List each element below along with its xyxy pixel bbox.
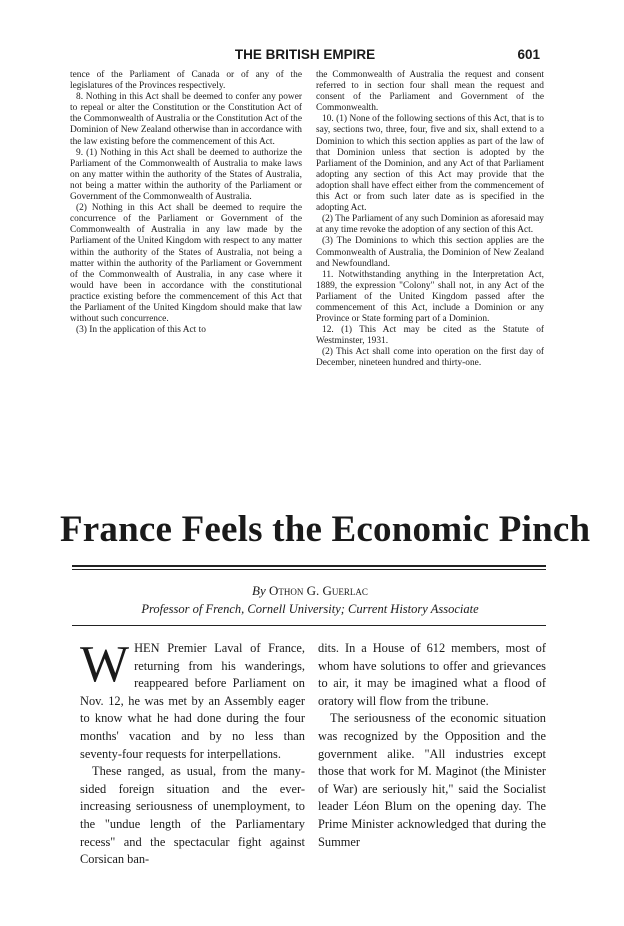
statute-paragraph: 10. (1) None of the following sections of this Act, that is to say, sections two, three, four, five and six, shall extend to a Dominion to which this section applies as part of the law of that Dominion unless that section is adopted by the Parliament of the Dominion, and any Act of that Parliament adopting any section of this Act may provide that the adoption shall have effect either from the commencement of this Act or from such later date as is specified in the adopting Act. bbox=[316, 114, 544, 214]
statute-paragraph: 9. (1) Nothing in this Act shall be deemed to authorize the Parliament of the Commonwealth of Australia to make laws on any matter within the authority of the States of Australia, not being a matter within the authority of the Parliament or Government of the Commonwealth of Australia. bbox=[70, 147, 302, 203]
statute-paragraph: tence of the Parliament of Canada or of any of the legislatures of the Provinces respectively. bbox=[70, 70, 302, 92]
article-title: France Feels the Economic Pinch bbox=[60, 509, 591, 550]
author-affiliation: Professor of French, Cornell University; Current History Associate bbox=[141, 602, 479, 616]
statute-paragraph: (3) In the application of this Act to bbox=[76, 325, 206, 336]
statute-paragraph: (3) The Dominions to which this section applies are the Commonwealth of Australia, the Dominion of New Zealand and Newfoundland. bbox=[316, 236, 544, 269]
running-header bbox=[70, 47, 540, 65]
article-paragraph: The seriousness of the economic situation was recognized by the Opposition and the government alike. "All industries except those that work for M. Maginot (the Minister of War) are seriously hit," said the Socialist leader Léon Blum on the opening day. The Prime Minister acknowledged that during the Summer bbox=[318, 711, 546, 849]
title-rule-top bbox=[72, 565, 546, 567]
byline-rule bbox=[72, 625, 546, 626]
article-paragraph-text: HEN Premier Laval of France, returning from his wanderings, reappeared before Parliament on Nov. 12, he was met by an Assembly eager to know what he had done during the four months' vacation and by no less than seventy-four requests for interpellations. bbox=[80, 641, 305, 761]
statute-paragraph: 8. Nothing in this Act shall be deemed to confer any power to repeal or alter the Constitution or the Constitution Act of the Commonwealth of Australia or the Constitution Act of the Dominion of New Zealand otherwise than in accordance with the law existing before the commencement of this Act. bbox=[70, 92, 302, 147]
article-paragraph: dits. In a House of 612 members, most of whom have solutions to offer and grievances to air, it may be imagined what a flood of oratory will flow from the tribune. bbox=[318, 641, 546, 708]
statute-left-column bbox=[70, 70, 302, 336]
article-left-column bbox=[80, 636, 305, 869]
drop-cap: W bbox=[80, 636, 130, 693]
statute-paragraph: the Commonwealth of Australia the request and consent referred to in section four shall mean the request and consent of the Parliament and Government of the Commonwealth. bbox=[316, 70, 544, 114]
statute-paragraph: (2) Nothing in this Act shall be deemed to require the concurrence of the Parliament or Government of the Commonwealth of Australia in any law made by the Parliament of the United Kingdom with respect to any matter within the authority of the States of Australia, not being a matter within the authority of the Parliament or Government of the Commonwealth of Australia, in any case where it would have been in accordance with the constitutional practice existing before the commencement of this Act that the Parliament of the United Kingdom should make that law without such concurrence. bbox=[70, 203, 302, 325]
article-paragraph: These ranged, as usual, from the many-sided foreign situation and the ever-increasing seriousness of unemployment, to the "undue length of the Parliamentary recess" and the spectacular fight against Corsican ban- bbox=[80, 764, 305, 867]
article-right-column bbox=[318, 640, 546, 851]
statute-paragraph: 12. (1) This Act may be cited as the Statute of Westminster, 1931. bbox=[316, 325, 544, 347]
statute-paragraph: 11. Notwithstanding anything in the Interpretation Act, 1889, the expression "Colony" shall not, in any Act of the Parliament of the United Kingdom passed after the commencement of this Act, include a Dominion or any Province or State forming part of a Dominion. bbox=[316, 269, 544, 325]
byline bbox=[70, 583, 550, 599]
title-rule-bottom bbox=[72, 569, 546, 570]
article-paragraph bbox=[80, 636, 305, 763]
running-header-title: THE BRITISH EMPIRE bbox=[234, 47, 376, 62]
statute-right-column bbox=[316, 70, 544, 370]
statute-paragraph: (2) The Parliament of any such Dominion as aforesaid may at any time revoke the adoption of any section of this Act. bbox=[316, 214, 544, 236]
author-name: Othon G. Guerlac bbox=[269, 583, 368, 598]
page-number: 601 bbox=[517, 47, 540, 62]
statute-paragraph: (2) This Act shall come into operation on the first day of December, nineteen hundred and thirty-one. bbox=[316, 347, 544, 369]
byline-by: By bbox=[252, 583, 266, 598]
